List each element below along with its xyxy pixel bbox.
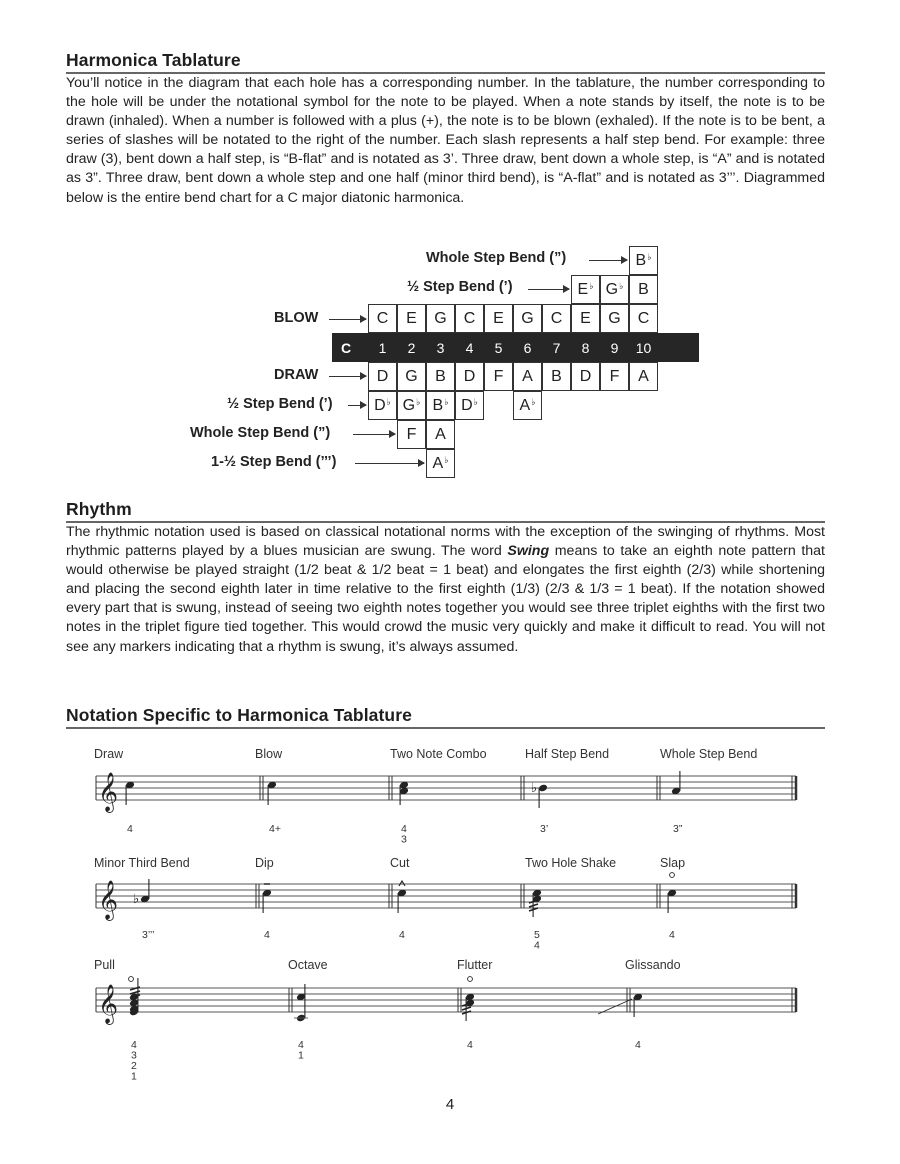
blow-note-cell: C <box>368 304 397 333</box>
draw-half-bend-cell: A ♭ <box>513 391 542 420</box>
tab-number: 4 <box>467 1039 473 1051</box>
section-heading-rhythm: Rhythm <box>66 499 825 523</box>
tab-number: 1 <box>298 1049 304 1062</box>
technique-label: Pull <box>94 958 115 972</box>
tab-number: 3 <box>131 1049 137 1062</box>
draw-half-bend-cell: D ♭ <box>368 391 397 420</box>
section-heading-tablature: Harmonica Tablature <box>66 50 825 74</box>
label-blow-whole-step: Whole Step Bend (”) <box>426 250 567 266</box>
hole-number: 7 <box>552 339 561 356</box>
tab-number: 4 <box>127 823 133 835</box>
tab-number: 3’ <box>540 823 549 835</box>
hole-number: 10 <box>635 339 652 356</box>
circle-marker-icon <box>129 977 134 982</box>
hole-number: 9 <box>610 339 619 356</box>
blow-whole-bend-cell: B ♭ <box>629 246 658 275</box>
draw-note-cell: F <box>484 362 513 391</box>
blow-note-cell: G <box>426 304 455 333</box>
tab-number: 5 <box>534 929 540 941</box>
circle-marker-icon <box>670 873 675 878</box>
draw-minor-third-cell: A ♭ <box>426 449 455 478</box>
tremolo-slash-icon <box>130 987 140 990</box>
hole-number: 1 <box>378 339 387 356</box>
hole-number: 5 <box>494 339 503 356</box>
blow-half-bend-cell: G ♭ <box>600 275 629 304</box>
tab-number: 3’’’ <box>142 929 155 941</box>
draw-half-bend-cell: D ♭ <box>455 391 484 420</box>
technique-label: Glissando <box>625 958 681 972</box>
blow-note-cell: C <box>455 304 484 333</box>
technique-label: Draw <box>94 747 124 761</box>
draw-note-cell: F <box>600 362 629 391</box>
label-draw-minor-third: 1-½ Step Bend (’’’) <box>211 454 337 470</box>
blow-note-cell: C <box>629 304 658 333</box>
treble-clef-icon: 𝄞 <box>98 772 119 812</box>
tab-number: 4 <box>264 929 270 941</box>
page-number: 4 <box>445 1096 455 1113</box>
technique-label: Minor Third Bend <box>94 856 190 870</box>
technique-label: Half Step Bend <box>525 747 610 761</box>
tab-number: 4+ <box>269 823 281 835</box>
hole-number: 8 <box>581 339 590 356</box>
blow-note-cell: E <box>397 304 426 333</box>
blow-note-cell: E <box>571 304 600 333</box>
flat-icon: ♭ <box>531 781 538 796</box>
label-draw-half-step: ½ Step Bend (’) <box>227 396 333 412</box>
treble-clef-icon: 𝄞 <box>98 880 119 920</box>
tab-number: 4 <box>635 1039 641 1051</box>
draw-half-bend-cell: G ♭ <box>397 391 426 420</box>
technique-label: Dip <box>255 856 274 870</box>
draw-note-cell: A <box>629 362 658 391</box>
tab-number: 2 <box>131 1060 137 1072</box>
hole-number: 4 <box>465 339 474 356</box>
cut-marker-icon <box>399 881 405 886</box>
blow-note-cell: C <box>542 304 571 333</box>
technique-label: Whole Step Bend <box>660 747 758 761</box>
rhythm-text-after: means to take an eighth note pattern that would otherwise be played straight (1/2 beat & 1/2 beat = 1 beat) and elongates the first eighth (2/3) while shortening and placing the second eighth later in time relative to the first eighth (1/3) (2/3 & 1/3 = 1 beat). If the notation showed every part that is swung, instead of seeing two eighth notes together you would see three triplet eighths with the first two notes in the triplet figure tied together. This would crowd the music very quickly and make it difficult to read. You will not see any markers indicating that a rhythm is swung, it’s always assumed. <box>66 543 825 655</box>
hole-number: 6 <box>523 339 532 356</box>
draw-note-cell: A <box>513 362 542 391</box>
swing-emphasis: Swing <box>507 543 550 560</box>
section-heading-notation: Notation Specific to Harmonica Tablature <box>66 705 825 729</box>
blow-note-cell: G <box>600 304 629 333</box>
draw-note-cell: B <box>542 362 571 391</box>
tab-number: 4 <box>534 939 540 952</box>
harmonica-key: C <box>340 339 352 356</box>
technique-label: Cut <box>390 856 410 870</box>
label-blow: BLOW <box>274 310 319 326</box>
draw-note-cell: D <box>455 362 484 391</box>
technique-label: Octave <box>288 958 328 972</box>
label-blow-half-step: ½ Step Bend (’) <box>407 279 513 295</box>
label-draw-whole-step: Whole Step Bend (”) <box>190 425 331 441</box>
tab-number: 1 <box>131 1070 137 1083</box>
draw-note-cell: G <box>397 362 426 391</box>
hole-number: 3 <box>436 339 445 356</box>
draw-whole-bend-cell: F <box>397 420 426 449</box>
technique-label: Slap <box>660 856 686 870</box>
circle-marker-icon <box>468 977 473 982</box>
flat-icon: ♭ <box>133 892 140 907</box>
technique-label: Flutter <box>457 958 493 972</box>
draw-whole-bend-cell: A <box>426 420 455 449</box>
tablature-paragraph: You’ll notice in the diagram that each hole has a corresponding number. In the tablature, the number corresponding to the hole will be under the notational symbol for the note to be played. When a note stands by itself, the note is to be drawn (inhaled). When a number is followed with a plus (+), the note is to be blown (exhaled). If the note is to be bent, a series of slashes will be notated to the right of the number. Each slash represents a half step bend. For example: three draw (3), bent down a half step, is “B-flat” and is notated as 3’. Three draw, bent down a whole step, is “A” and is notated as 3”. Three draw, bent down a whole step and one half (minor third bend), is “A-flat” and is notated as 3’’’. Diagrammed below is the entire bend chart for a C major diatonic harmonica. <box>66 75 825 206</box>
treble-clef-icon: 𝄞 <box>98 984 119 1024</box>
technique-label: Blow <box>255 747 283 761</box>
tab-number: 3” <box>673 823 683 835</box>
technique-label: Two Hole Shake <box>525 856 617 870</box>
tab-number: 4 <box>399 929 405 941</box>
tab-number: 3 <box>401 833 407 846</box>
blow-half-bend-cell: B <box>629 275 658 304</box>
blow-note-cell: G <box>513 304 542 333</box>
tab-number: 4 <box>669 929 675 941</box>
draw-note-cell: D <box>571 362 600 391</box>
draw-note-cell: B <box>426 362 455 391</box>
technique-label: Two Note Combo <box>390 747 487 761</box>
label-draw: DRAW <box>274 367 319 383</box>
blow-note-cell: E <box>484 304 513 333</box>
draw-note-cell: D <box>368 362 397 391</box>
hole-number: 2 <box>407 339 416 356</box>
rhythm-text-before: The rhythmic notation used is based on classical notational norms with the exception of the swinging of rhythms. Most rhythmic patterns played by a blues musician are swung. The word <box>66 524 825 560</box>
tab-number: 4 <box>131 1039 137 1051</box>
draw-half-bend-cell: B ♭ <box>426 391 455 420</box>
tab-number: 4 <box>401 823 407 835</box>
blow-half-bend-cell: E ♭ <box>571 275 600 304</box>
tab-number: 4 <box>298 1039 304 1051</box>
